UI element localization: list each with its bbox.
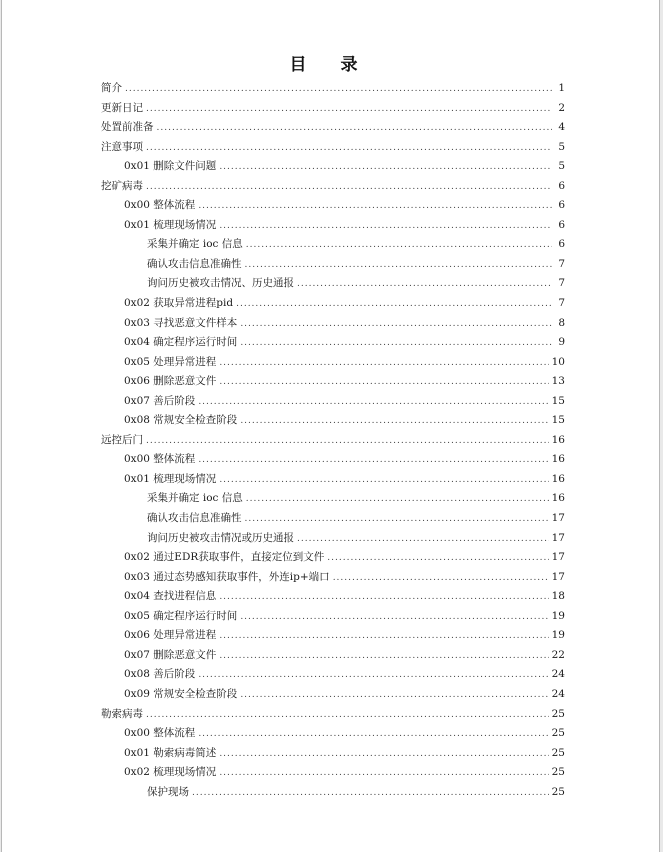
toc-entry-page-number: 10 (551, 355, 565, 368)
toc-dot-leader (219, 162, 552, 172)
toc-dot-leader (198, 670, 548, 680)
toc-entry-label: 0x00 整体流程 (124, 199, 196, 212)
toc-dot-leader (146, 710, 549, 720)
toc-entry-label: 0x03 寻找恶意文件样本 (124, 316, 238, 329)
toc-dot-leader (333, 573, 549, 583)
toc-entry[interactable] (101, 647, 565, 667)
toc-entry-page-number: 17 (551, 531, 565, 544)
toc-entry-page-number: 18 (551, 590, 565, 603)
toc-entry-page-number: 6 (558, 218, 565, 231)
toc-entry[interactable] (101, 608, 565, 628)
toc-entry[interactable] (101, 686, 565, 706)
table-of-contents (101, 80, 565, 803)
toc-entry[interactable] (101, 666, 565, 686)
toc-dot-leader (219, 651, 548, 661)
toc-entry-label: 询问历史被攻击情况或历史通报 (147, 531, 294, 544)
toc-entry-label: 处置前准备 (101, 121, 154, 134)
toc-entry-page-number: 25 (551, 707, 565, 720)
toc-entry[interactable] (101, 412, 565, 432)
toc-entry-page-number: 2 (558, 101, 565, 114)
toc-entry-page-number: 15 (551, 414, 565, 427)
toc-entry-label: 0x05 确定程序运行时间 (124, 609, 238, 622)
toc-entry-label: 0x01 勒索病毒简述 (124, 746, 217, 759)
toc-entry-page-number: 8 (558, 316, 565, 329)
toc-entry-label: 0x07 删除恶意文件 (124, 648, 217, 661)
toc-entry[interactable] (101, 334, 565, 354)
toc-dot-leader (146, 182, 552, 192)
toc-entry-label: 保护现场 (147, 785, 189, 798)
toc-dot-leader (198, 729, 548, 739)
toc-dot-leader (245, 514, 549, 524)
toc-entry-label: 简介 (101, 82, 122, 94)
toc-entry[interactable] (101, 393, 565, 413)
toc-entry-label: 0x01 梳理现场情况 (124, 218, 217, 231)
toc-entry-page-number: 5 (558, 140, 565, 153)
toc-dot-leader (297, 279, 552, 289)
toc-entry-label: 0x03 通过态势感知获取事件，外连ip+端口 (124, 570, 330, 583)
toc-entry[interactable] (101, 275, 565, 295)
toc-entry-page-number: 17 (551, 512, 565, 525)
toc-entry[interactable] (101, 119, 565, 139)
toc-entry[interactable] (101, 295, 565, 315)
toc-entry-label: 确认攻击信息准确性 (147, 257, 242, 270)
toc-dot-leader (219, 475, 548, 485)
toc-entry-page-number: 19 (551, 609, 565, 622)
toc-entry-page-number: 6 (558, 199, 565, 212)
toc-entry[interactable] (101, 100, 565, 120)
toc-entry-label: 0x00 整体流程 (124, 727, 196, 740)
toc-entry-page-number: 25 (551, 746, 565, 759)
toc-entry[interactable] (101, 158, 565, 178)
toc-entry-page-number: 9 (558, 336, 565, 349)
toc-entry-label: 0x07 善后阶段 (124, 394, 196, 407)
toc-entry-label: 0x08 善后阶段 (124, 668, 196, 681)
toc-entry-label: 注意事项 (101, 140, 143, 153)
toc-dot-leader (297, 534, 549, 544)
toc-dot-leader (219, 377, 548, 387)
toc-dot-leader (146, 143, 552, 153)
toc-entry[interactable] (101, 784, 565, 804)
toc-entry-page-number: 16 (551, 453, 565, 466)
toc-entry-page-number: 24 (551, 668, 565, 681)
toc-entry-page-number: 4 (558, 121, 565, 134)
toc-entry-label: 0x02 通过EDR获取事件，直接定位到文件 (124, 551, 325, 564)
toc-title: 目 录 (289, 55, 372, 75)
toc-dot-leader (219, 221, 552, 231)
toc-entry-label: 0x08 常规安全检查阶段 (124, 414, 238, 427)
toc-entry-page-number: 16 (551, 472, 565, 485)
toc-entry-label: 远控后门 (101, 433, 143, 446)
toc-dot-leader (219, 592, 548, 602)
toc-dot-leader (240, 416, 548, 426)
toc-entry-page-number: 17 (551, 570, 565, 583)
toc-entry-page-number: 22 (551, 648, 565, 661)
toc-entry-label: 更新日记 (101, 101, 143, 114)
toc-entry[interactable] (101, 315, 565, 335)
toc-dot-leader (219, 631, 548, 641)
toc-entry[interactable] (101, 706, 565, 726)
toc-entry-page-number: 6 (558, 238, 565, 251)
toc-entry-page-number: 5 (558, 160, 565, 173)
toc-entry-label: 0x04 确定程序运行时间 (124, 336, 238, 349)
toc-entry[interactable] (101, 256, 565, 276)
toc-entry-label: 0x02 获取异常进程pid (124, 297, 234, 310)
toc-dot-leader (198, 455, 548, 465)
toc-entry[interactable] (101, 432, 565, 452)
toc-entry-page-number: 17 (551, 551, 565, 564)
toc-dot-leader (219, 358, 548, 368)
toc-entry-label: 0x04 查找进程信息 (124, 590, 217, 603)
toc-entry[interactable] (101, 471, 565, 491)
toc-entry[interactable] (101, 569, 565, 589)
toc-dot-leader (192, 788, 549, 798)
toc-entry[interactable] (101, 725, 565, 745)
toc-entry-page-number: 16 (551, 433, 565, 446)
toc-entry[interactable] (101, 510, 565, 530)
toc-entry[interactable] (101, 588, 565, 608)
toc-entry-label: 0x01 删除文件问题 (124, 160, 217, 173)
toc-dot-leader (198, 397, 548, 407)
toc-entry-label: 0x01 梳理现场情况 (124, 472, 217, 485)
toc-entry[interactable] (101, 197, 565, 217)
toc-entry-page-number: 24 (551, 687, 565, 700)
toc-dot-leader (240, 690, 548, 700)
toc-entry-label: 0x02 梳理现场情况 (124, 766, 217, 779)
toc-entry-page-number: 25 (551, 766, 565, 779)
toc-entry[interactable] (101, 451, 565, 471)
toc-entry-page-number: 7 (558, 277, 565, 290)
toc-dot-leader (240, 338, 552, 348)
toc-entry[interactable] (101, 627, 565, 647)
toc-entry[interactable] (101, 373, 565, 393)
toc-entry-label: 0x00 整体流程 (124, 453, 196, 466)
toc-entry[interactable] (101, 490, 565, 510)
toc-entry-label: 0x06 处理异常进程 (124, 629, 217, 642)
toc-dot-leader (219, 768, 548, 778)
toc-entry[interactable] (101, 80, 565, 100)
toc-entry[interactable] (101, 236, 565, 256)
toc-entry[interactable] (101, 549, 565, 569)
toc-dot-leader (240, 319, 552, 329)
toc-entry-page-number: 25 (551, 727, 565, 740)
toc-entry-page-number: 1 (558, 82, 565, 94)
toc-entry-page-number: 13 (551, 375, 565, 388)
toc-entry-page-number: 19 (551, 629, 565, 642)
toc-entry-page-number: 25 (551, 785, 565, 798)
toc-entry[interactable] (101, 745, 565, 765)
toc-entry-page-number: 6 (558, 179, 565, 192)
toc-entry-label: 采集并确定 ioc 信息 (147, 492, 243, 505)
toc-entry-label: 确认攻击信息准确性 (147, 512, 242, 525)
toc-entry-label: 0x06 删除恶意文件 (124, 375, 217, 388)
toc-dot-leader (157, 123, 553, 133)
toc-dot-leader (125, 84, 552, 94)
toc-entry-page-number: 7 (558, 257, 565, 270)
toc-dot-leader (236, 299, 552, 309)
toc-dot-leader (246, 240, 552, 250)
toc-dot-leader (327, 553, 548, 563)
toc-dot-leader (219, 749, 548, 759)
toc-entry-label: 0x09 常规安全检查阶段 (124, 687, 238, 700)
toc-entry[interactable] (101, 178, 565, 198)
toc-entry-label: 勒索病毒 (101, 707, 143, 720)
toc-entry[interactable] (101, 530, 565, 550)
toc-entry[interactable] (101, 764, 565, 784)
toc-dot-leader (245, 260, 553, 270)
toc-dot-leader (146, 436, 549, 446)
toc-entry-page-number: 15 (551, 394, 565, 407)
toc-entry-page-number: 16 (551, 492, 565, 505)
toc-entry-label: 0x05 处理异常进程 (124, 355, 217, 368)
toc-entry[interactable] (101, 354, 565, 374)
toc-entry-page-number: 7 (558, 297, 565, 310)
toc-dot-leader (198, 201, 552, 211)
toc-entry-label: 挖矿病毒 (101, 179, 143, 192)
toc-entry-label: 询问历史被攻击情况、历史通报 (147, 277, 294, 290)
toc-dot-leader (246, 494, 549, 504)
toc-entry[interactable] (101, 217, 565, 237)
toc-dot-leader (240, 612, 548, 622)
toc-entry-label: 采集并确定 ioc 信息 (147, 238, 243, 251)
toc-entry[interactable] (101, 139, 565, 159)
document-page (1, 0, 660, 852)
toc-dot-leader (146, 104, 552, 114)
